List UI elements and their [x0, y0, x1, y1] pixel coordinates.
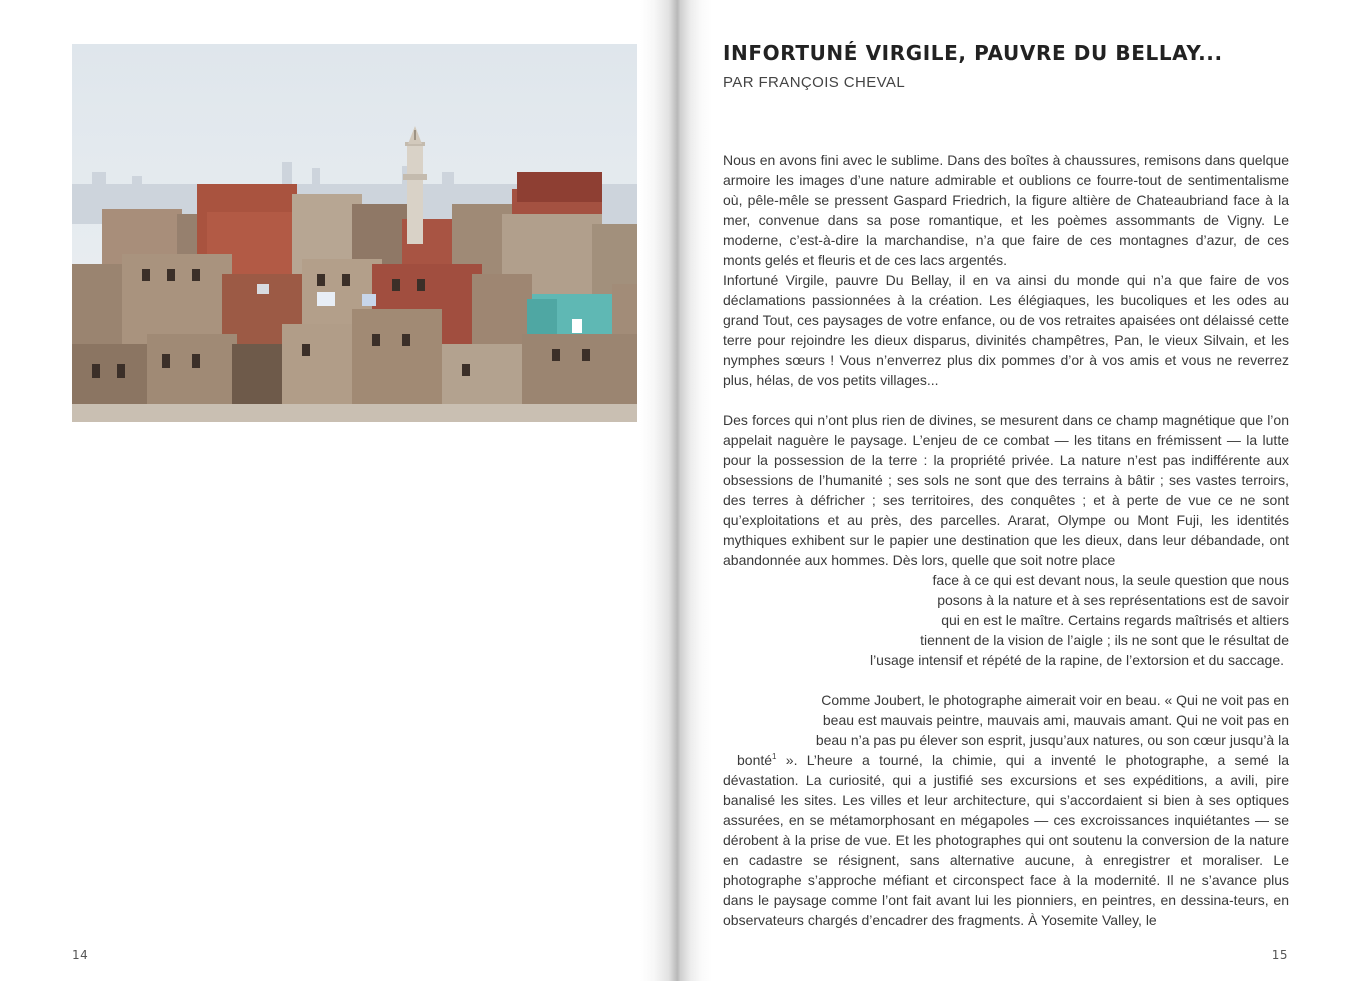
text-line: l’usage intensif et répété de la rapine, de l’extorsion et du saccage.	[869, 652, 1284, 668]
text-line: beau n’a pas pu élever son esprit, jusqu’aux natures, ou son cœur jusqu’à la	[815, 732, 1289, 748]
paragraph-4-body	[723, 750, 1289, 930]
footnote-marker[interactable]: 1	[772, 752, 777, 761]
text-line: qui en est le maître. Certains regards maîtrisés et altiers	[941, 612, 1289, 628]
paragraph-4	[723, 690, 1289, 930]
bonte-word: bonté	[737, 752, 773, 768]
text-line: posons à la nature et à ses représentations est de savoir	[937, 592, 1289, 608]
text-line: Comme Joubert, le photographe aimerait voir en beau. « Qui ne voit pas en	[821, 692, 1289, 708]
paragraph-3-indented-lines	[723, 570, 1289, 670]
page-number-left: 14	[72, 948, 89, 962]
article-body	[723, 150, 1289, 930]
text-line: face à ce qui est devant nous, la seule question que nous	[932, 572, 1289, 588]
article-byline: PAR FRANÇOIS CHEVAL	[723, 74, 906, 91]
book-gutter-shadow	[640, 0, 712, 981]
article-title: INFORTUNÉ VIRGILE, PAUVRE DU BELLAY...	[723, 41, 1223, 65]
cityscape-photo	[72, 44, 637, 422]
paragraph-3: Des forces qui n’ont plus rien de divines, se mesurent dans ce champ magnétique que l’on appelait naguère le paysage. L’enjeu de ce combat — les titans en frémissent — la lutte pour la possession de la terre : la propriété privée. La nature n’est pas indifférente aux obsessions de l’humanité ; ses sols ne sont que des terrains à bâtir ; ses vastes terroirs, des terres à défricher ; ses territoires, des conquêtes ; et à perte de vue ce ne sont qu’exploitations et au près, des parcelles. Ararat, Olympe ou Mont Fuji, les identités mythiques exhibent sur le papier une destination que les dieux, dans leur débandade, ont abandonnée aux hommes. Dès lors, quelle que soit notre place	[723, 412, 1289, 568]
paragraph-4-rest: ». L’heure a tourné, la chimie, qui a inventé le photographe, a semé la dévastation. La curiosité, qui a justifié ses excursions et ses expéditions, a avili, pire banalisé les sites. Les villes et leur architecture, qui s’accordaient si bien à ses optiques assurées, en se métamorphosant en mégapoles — ces excroissances inquiétantes — se dérobent à la prise de vue. Et les photographes qui ont soutenu la conversion de la nature en cadastre se résignent, sans alternative aucune, à enregistrer et moraliser. Le photographe s’approche méfiant et circonspect face à la modernité. Il ne s’avance plus dans le paysage comme l’ont fait avant lui les pionniers, en peintres, en dessina-teurs, en observateurs chargés d’encadrer des fragments. À Yosemite Valley, le	[723, 752, 1289, 928]
text-line: beau est mauvais peintre, mauvais ami, mauvais amant. Qui ne voit pas en	[822, 712, 1289, 728]
paragraph-1: Nous en avons fini avec le sublime. Dans des boîtes à chaussures, remisons dans quelque armoire les images d’une nature admirable et oublions ce fourre-tout de sentimentalisme où, pêle-mêle se pressent Gaspard Friedrich, la figure altière de Chateaubriand face à la mer, convenue dans sa pose romantique, et les poèmes assommants de Vigny. Le moderne, c’est-à-dire la marchandise, n’a que faire de ces montagnes d’azur, de ces monts gelés et fleuris et de ces lacs argentés.	[723, 152, 1289, 268]
page-number-right: 15	[1271, 948, 1288, 962]
text-line: tiennent de la vision de l’aigle ; ils ne sont que le résultat de	[920, 632, 1289, 648]
paragraph-2: Infortuné Virgile, pauvre Du Bellay, il en va ainsi du monde qui n’a que faire de vos déclamations passionnées à la création. Les élégiaques, les bucoliques et les odes au grand Tout, ces paysages de votre enfance, ou de vos retraites apaisées ont délaissé cette terre pour rejoindre les dieux disparus, divinités champêtres, Pan, le vieux Silvain, et les nymphes sœurs ! Vous n’enverrez plus dix pommes d’or à vos amis et vous ne reverrez plus, hélas, de vos petits villages...	[723, 272, 1289, 388]
